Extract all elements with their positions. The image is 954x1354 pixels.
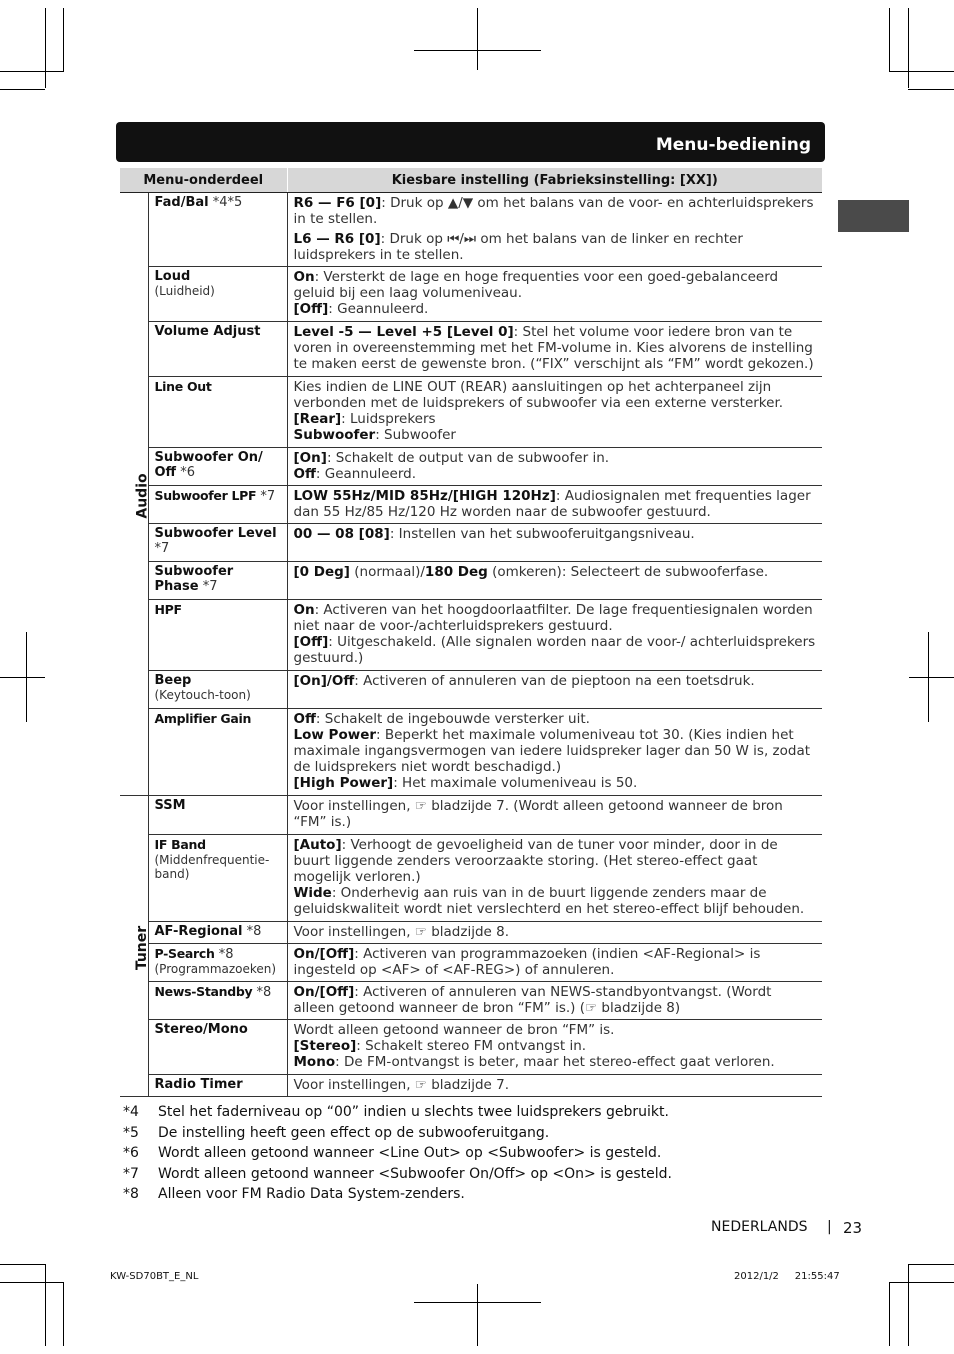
item-cell <box>148 562 287 600</box>
setting-cell <box>287 835 822 922</box>
page-title: Menu-bediening <box>655 135 811 155</box>
setting-value: Wide <box>293 885 332 901</box>
footnote-mark: *5 <box>123 1124 139 1141</box>
item-cell <box>148 524 287 562</box>
crop-mark <box>45 1264 46 1346</box>
setting-text: : Onderhevig aan ruis van in de buurt liggende zenders maar de geluidskwaliteit wordt niet verslechterd en het stereo-effect blijf behouden. <box>293 885 805 917</box>
setting-value: LOW 55Hz/MID 85Hz/[HIGH 120Hz] <box>293 488 556 504</box>
setting-value: Off <box>293 466 316 482</box>
setting-value: [Off] <box>293 634 329 650</box>
crop-mark <box>909 1264 954 1265</box>
item-name: Subwoofer Phase <box>154 564 234 594</box>
item-note: *7 <box>198 579 218 594</box>
setting-cell <box>287 796 822 835</box>
setting-value: Level -5 — Level +5 [Level 0] <box>293 324 514 340</box>
setting-text: : Uitgeschakeld. (Alle signalen worden naar de voor-/ achterluidsprekers gestuurd.) <box>293 634 816 666</box>
setting-value: R6 — F6 [0] <box>293 195 382 211</box>
item-subtitle: (Programmazoeken) <box>154 962 277 976</box>
setting-text: : Schakelt de output van de subwoofer in. <box>326 450 610 466</box>
column-header-item: Menu-onderdeel <box>120 168 287 193</box>
page-separator: | <box>827 1219 832 1235</box>
setting-value: [On] <box>293 450 327 466</box>
item-cell <box>148 448 287 486</box>
item-subtitle: (Middenfrequentie-band) <box>154 853 270 881</box>
item-name: Radio Timer <box>154 1077 243 1092</box>
setting-text: : Druk op ⏮/⏭ om het balans van de linker en rechter luidsprekers in te stellen. <box>293 231 743 263</box>
setting-text: : Schakelt stereo FM ontvangst in. <box>356 1038 587 1054</box>
item-name: Line Out <box>154 379 212 394</box>
crop-mark <box>477 1284 478 1346</box>
setting-text: Wordt alleen getoond wanneer de bron “FM” is. <box>293 1022 615 1038</box>
item-note: *8 <box>252 985 272 1000</box>
setting-text: Kies indien de LINE OUT (REAR) aansluitingen op het achterpaneel zijn verbonden met de luidsprekers of subwoofer via een externe versterker. <box>293 379 784 411</box>
table-row <box>120 1075 822 1097</box>
setting-value: L6 — R6 [0] <box>293 231 381 247</box>
item-note: *7 <box>256 489 276 504</box>
crop-mark <box>889 8 890 72</box>
setting-value: Low Power <box>293 727 377 743</box>
setting-text: : Instellen van het subwooferuitgangsniveau. <box>389 526 695 542</box>
table-row <box>120 709 822 796</box>
setting-text: Voor instellingen, ☞ bladzijde 7. (Wordt alleen getoond wanneer de bron “FM” is.) <box>293 797 783 830</box>
item-cell <box>148 671 287 709</box>
setting-cell <box>287 944 822 982</box>
setting-cell <box>287 671 822 709</box>
setting-value: 180 Deg <box>424 564 488 580</box>
table-row <box>120 1020 822 1075</box>
item-cell <box>148 486 287 524</box>
setting-text: : Activeren van programmazoeken (indien <AF-Regional> is ingesteld op <AF> of <AF-REG>) of annuleren. <box>293 946 761 978</box>
footnote <box>123 1143 843 1164</box>
setting-cell <box>287 982 822 1020</box>
table-row <box>120 796 822 835</box>
setting-text: : Schakelt de ingebouwde versterker uit. <box>315 711 590 727</box>
table-row <box>120 524 822 562</box>
crop-mark <box>0 677 45 678</box>
item-name: Amplifier Gain <box>154 711 252 726</box>
table-row <box>120 193 822 267</box>
item-name: Loud <box>154 269 191 284</box>
table-header-row <box>120 168 822 193</box>
setting-text: : Versterkt de lage en hoge frequenties voor een goed-gebalanceerd geluid bij een laag volumeniveau. <box>293 269 779 301</box>
page-language: NEDERLANDS <box>711 1219 808 1235</box>
setting-cell <box>287 709 822 796</box>
setting-text: : Geannuleerd. <box>328 301 429 317</box>
setting-value: On <box>293 269 315 285</box>
footnote-mark: *7 <box>123 1165 139 1182</box>
setting-text: : Activeren of annuleren van de pieptoon na een toetsdruk. <box>354 673 755 689</box>
setting-value: [High Power] <box>293 775 394 791</box>
item-cell <box>148 267 287 322</box>
table-row <box>120 486 822 524</box>
item-cell <box>148 944 287 982</box>
setting-cell <box>287 267 822 322</box>
item-note: *6 <box>176 465 195 480</box>
setting-text: : Het maximale volumeniveau is 50. <box>393 775 638 791</box>
setting-text: : Luidsprekers <box>341 411 436 427</box>
item-cell <box>148 709 287 796</box>
setting-value: [Off] <box>293 301 329 317</box>
language-tab <box>838 200 909 232</box>
item-subtitle: (Keytouch-toon) <box>154 688 251 702</box>
item-name: Subwoofer LPF <box>154 488 257 503</box>
crop-mark <box>889 1282 890 1346</box>
setting-value: Off <box>293 711 316 727</box>
item-note: *8 <box>242 924 262 939</box>
footnotes <box>123 1102 843 1205</box>
footnote-text: Wordt alleen getoond wanneer <Line Out> op <Subwoofer> is gesteld. <box>158 1145 662 1161</box>
item-name: News-Standby <box>154 984 253 999</box>
crop-mark <box>414 1302 541 1303</box>
item-note: *4*5 <box>208 195 243 210</box>
setting-value: On/[Off] <box>293 984 355 1000</box>
table-row <box>120 671 822 709</box>
footnote-text: Alleen voor FM Radio Data System-zenders. <box>158 1186 465 1202</box>
item-name: Stereo/Mono <box>154 1022 248 1037</box>
item-cell <box>148 1075 287 1097</box>
footnote-mark: *6 <box>123 1145 139 1161</box>
crop-mark <box>63 1282 64 1346</box>
footnote-text: Stel het faderniveau op “00” indien u slechts twee luidsprekers gebruikt. <box>158 1104 669 1120</box>
item-name: AF-Regional <box>154 924 243 939</box>
crop-mark <box>909 677 954 678</box>
setting-text: : Stel het volume voor iedere bron van te voren in overeenstemming met het FM-volume in. Kies alvorens de instelling te maken eerst de gewenste bron. (“FIX” verschijnt als “FM” wordt gekozen.) <box>293 324 814 372</box>
item-name: P-Search <box>154 946 215 961</box>
setting-value: [0 Deg] <box>293 564 350 580</box>
setting-cell <box>287 1075 822 1097</box>
footnote <box>123 1164 843 1185</box>
setting-cell <box>287 562 822 600</box>
setting-cell <box>287 600 822 671</box>
crop-mark <box>908 1264 909 1346</box>
document-date: 2012/1/2 21:55:47 <box>734 1271 840 1282</box>
setting-value: On <box>293 602 315 618</box>
setting-text: : Beperkt het maximale volumeniveau tot 30. (Kies indien het maximale ingangsvermogen van iedere luidspreker lager dan 50 W is, zodat de luidsprekers niet wordt beschadigd.) <box>293 727 811 775</box>
crop-mark <box>908 89 954 90</box>
crop-mark <box>889 1282 954 1283</box>
group-label-tuner: Tuner <box>134 925 151 970</box>
setting-text: : Druk op ▲/▼ om het balans van de voor- en achterluidsprekers in te stellen. <box>293 195 814 227</box>
item-name: Subwoofer Level <box>154 526 277 541</box>
setting-cell <box>287 377 822 448</box>
setting-value: [Rear] <box>293 411 342 427</box>
setting-cell <box>287 193 822 267</box>
item-cell <box>148 193 287 267</box>
table-row <box>120 322 822 377</box>
table-row <box>120 448 822 486</box>
item-cell <box>148 600 287 671</box>
setting-text: Voor instellingen, ☞ bladzijde 8. <box>293 924 509 940</box>
table-row <box>120 835 822 922</box>
setting-value: Subwoofer <box>293 427 376 443</box>
setting-cell <box>287 486 822 524</box>
crop-mark <box>0 1282 63 1283</box>
crop-mark <box>0 89 45 90</box>
setting-text: : Subwoofer <box>375 427 456 443</box>
item-cell <box>148 922 287 944</box>
item-name: IF Band <box>154 837 206 852</box>
group-tuner <box>120 796 151 1097</box>
setting-cell <box>287 322 822 377</box>
item-name: HPF <box>154 602 182 617</box>
table-row <box>120 982 822 1020</box>
footnote-mark: *8 <box>123 1186 139 1202</box>
document-code: KW-SD70BT_E_NL <box>110 1271 199 1282</box>
page-number: 23 <box>843 1219 863 1237</box>
item-cell <box>148 796 287 835</box>
item-note: *8 <box>214 947 234 962</box>
setting-value: On/[Off] <box>293 946 355 962</box>
setting-value: [Stereo] <box>293 1038 357 1054</box>
footnote-text: De instelling heeft geen effect op de subwooferuitgang. <box>158 1124 550 1141</box>
item-name: Beep <box>154 673 192 688</box>
setting-cell <box>287 922 822 944</box>
setting-text: (normaal)/ <box>349 564 425 580</box>
group-audio <box>120 193 151 796</box>
item-cell <box>148 835 287 922</box>
table-row <box>120 267 822 322</box>
item-cell <box>148 322 287 377</box>
setting-text: : Audiosignalen met frequenties lager dan 55 Hz/85 Hz/120 Hz worden naar de subwoofer gestuurd. <box>293 488 811 520</box>
item-cell <box>148 982 287 1020</box>
setting-value: Mono <box>293 1054 336 1070</box>
setting-cell <box>287 524 822 562</box>
crop-mark <box>414 50 541 51</box>
setting-text: : Activeren of annuleren van NEWS-standbyontvangst. (Wordt alleen getoond wanneer de bron “FM” is.) (☞ bladzijde 8) <box>293 984 772 1016</box>
column-header-setting: Kiesbare instelling (Fabrieksinstelling: [XX]) <box>287 168 822 193</box>
section-header <box>116 122 825 162</box>
setting-value: [On]/Off <box>293 673 355 689</box>
crop-mark <box>889 71 954 72</box>
table-row <box>120 922 822 944</box>
crop-mark <box>0 71 63 72</box>
item-note: *7 <box>154 541 170 556</box>
footnote <box>123 1102 843 1123</box>
setting-cell <box>287 448 822 486</box>
footnote <box>123 1123 843 1144</box>
item-name: Volume Adjust <box>154 324 261 339</box>
group-label-audio: Audio <box>134 472 151 519</box>
table-row <box>120 944 822 982</box>
setting-value: 00 — 08 [08] <box>293 526 390 542</box>
setting-value: [Auto] <box>293 837 342 853</box>
menu-table <box>120 168 822 1097</box>
crop-mark <box>45 8 46 88</box>
table-row <box>120 562 822 600</box>
crop-mark <box>0 1264 45 1265</box>
item-name: Fad/Bal <box>154 195 209 210</box>
setting-text: Voor instellingen, ☞ bladzijde 7. <box>293 1077 509 1093</box>
footnote <box>123 1184 843 1205</box>
item-cell <box>148 377 287 448</box>
item-cell <box>148 1020 287 1075</box>
footnote-text: Wordt alleen getoond wanneer <Subwoofer On/Off> op <On> is gesteld. <box>158 1165 672 1182</box>
setting-cell <box>287 1020 822 1075</box>
item-name: Subwoofer On/ Off <box>154 450 263 480</box>
footnote-mark: *4 <box>123 1104 139 1120</box>
setting-text: : Geannuleerd. <box>315 466 417 482</box>
crop-mark <box>477 8 478 70</box>
crop-mark <box>63 8 64 72</box>
item-name: SSM <box>154 797 186 813</box>
crop-mark <box>908 8 909 88</box>
table-row <box>120 377 822 448</box>
setting-text: (omkeren): Selecteert de subwooferfase. <box>487 564 769 580</box>
setting-text: : Activeren van het hoogdoorlaatfilter. De lage frequentiesignalen worden niet naar de voor-/achterluidsprekers gestuurd. <box>293 602 813 634</box>
table-row <box>120 600 822 671</box>
setting-text: : Verhoogt de gevoeligheid van de tuner voor minder, door in de buurt liggende zenders veroorzaakte storing. (Het stereo-effect gaat mogelijk verloren.) <box>293 837 778 885</box>
setting-text: : De FM-ontvangst is beter, maar het stereo-effect gaat verloren. <box>335 1054 775 1070</box>
item-subtitle: (Luidheid) <box>154 284 215 298</box>
